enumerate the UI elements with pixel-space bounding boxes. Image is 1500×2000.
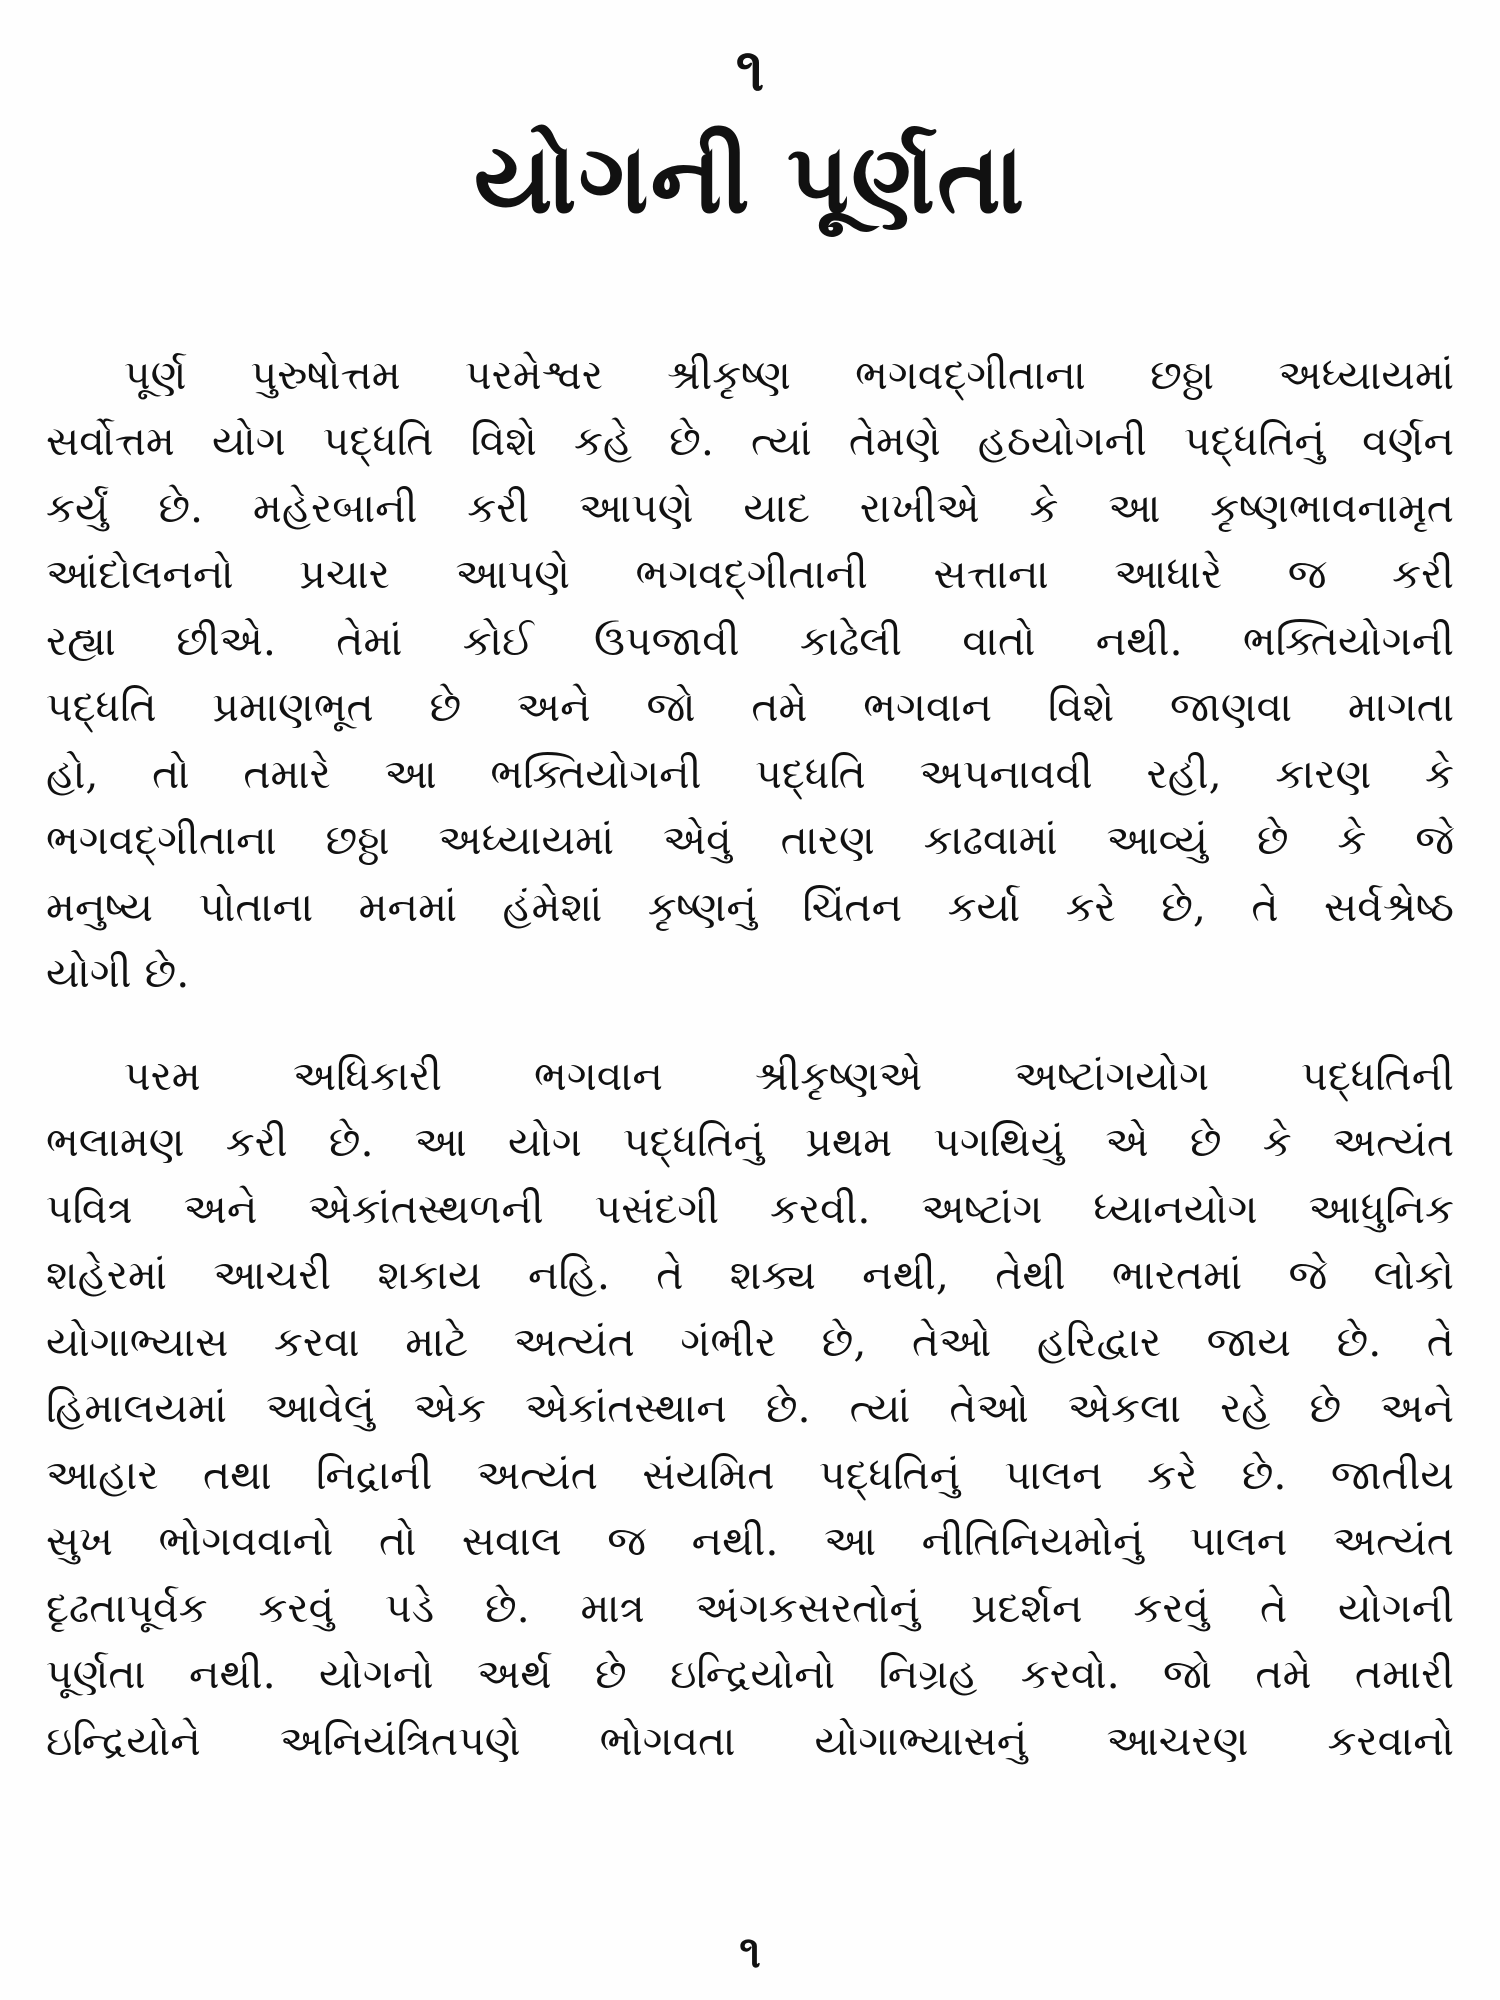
text-line: હિમાલયમાં આવેલું એક એકાંતસ્થાન છે. ત્યાં તેઓ એકલા રહે છે અને: [46, 1384, 1454, 1433]
text-line: સર્વોત્તમ યોગ પદ્ધતિ વિશે કહે છે. ત્યાં તેમણે હઠયોગની પદ્ધતિનું વર્ણન: [46, 417, 1454, 466]
body-text: [46, 342, 1454, 1775]
text-line: કર્યું છે. મહેરબાની કરી આપણે યાદ રાખીએ કે આ કૃષ્ણભાવનામૃત: [46, 483, 1454, 532]
text-line: યોગાભ્યાસ કરવા માટે અત્યંત ગંભીર છે, તેઓ હરિદ્વાર જાય છે. તે: [46, 1317, 1454, 1366]
text-line: પવિત્ર અને એકાંતસ્થળની પસંદગી કરવી. અષ્ટાંગ ધ્યાનયોગ આધુનિક: [46, 1184, 1454, 1233]
text-line: ભગવદ્ગીતાના છઠ્ઠા અધ્યાયમાં એવું તારણ કાઢવામાં આવ્યું છે કે જે: [46, 816, 1454, 865]
text-line: યોગી છે.: [46, 949, 190, 998]
text-line: હો, તો તમારે આ ભક્તિયોગની પદ્ધતિ અપનાવવી રહી, કારણ કે: [46, 749, 1454, 798]
text-line: પરમ અધિકારી ભગવાન શ્રીકૃષ્ણએ અષ્ટાંગયોગ પદ્ધતિની: [124, 1051, 1454, 1100]
text-line: ઇન્દ્રિયોને અનિયંત્રિતપણે ભોગવતા યોગાભ્યાસનું આચરણ કરવાનો: [46, 1716, 1454, 1765]
text-line: રહ્યા છીએ. તેમાં કોઈ ઉપજાવી કાઢેલી વાતો નથી. ભક્તિયોગની: [46, 616, 1454, 665]
text-line: ભલામણ કરી છે. આ યોગ પદ્ધતિનું પ્રથમ પગથિયું એ છે કે અત્યંત: [46, 1118, 1454, 1167]
page-number: ૧: [739, 1927, 761, 1978]
text-line: પૂર્ણતા નથી. યોગનો અર્થ છે ઇન્દ્રિયોનો નિગ્રહ કરવો. જો તમે તમારી: [46, 1650, 1454, 1699]
text-line: પદ્ધતિ પ્રમાણભૂત છે અને જો તમે ભગવાન વિશે જાણવા માગતા: [46, 683, 1454, 732]
text-line: દૃઢતાપૂર્વક કરવું પડે છે. માત્ર અંગકસરતોનું પ્રદર્શન કરવું તે યોગની: [46, 1583, 1454, 1632]
text-line: આહાર તથા નિદ્રાની અત્યંત સંયમિત પદ્ધતિનું પાલન કરે છે. જાતીય: [46, 1450, 1454, 1499]
chapter-number: ૧: [735, 36, 765, 104]
text-line: પૂર્ણ પુરુષોત્તમ પરમેશ્વર શ્રીકૃષ્ણ ભગવદ્ગીતાના છઠ્ઠા અધ્યાયમાં: [124, 350, 1454, 399]
text-line: સુખ ભોગવવાનો તો સવાલ જ નથી. આ નીતિનિયમોનું પાલન અત્યંત: [46, 1517, 1454, 1566]
text-line: મનુષ્ય પોતાના મનમાં હંમેશાં કૃષ્ણનું ચિંતન કર્યા કરે છે, તે સર્વશ્રેષ્ઠ: [46, 882, 1454, 931]
chapter-title: યોગની પૂર્ણતા: [473, 121, 1027, 235]
text-line: શહેરમાં આચરી શકાય નહિ. તે શક્ય નથી, તેથી ભારતમાં જે લોકો: [46, 1251, 1454, 1300]
paragraph: [46, 342, 1454, 1007]
paragraph: [46, 1043, 1454, 1775]
text-line: આંદોલનનો પ્રચાર આપણે ભગવદ્ગીતાની સત્તાના આધારે જ કરી: [46, 550, 1454, 599]
